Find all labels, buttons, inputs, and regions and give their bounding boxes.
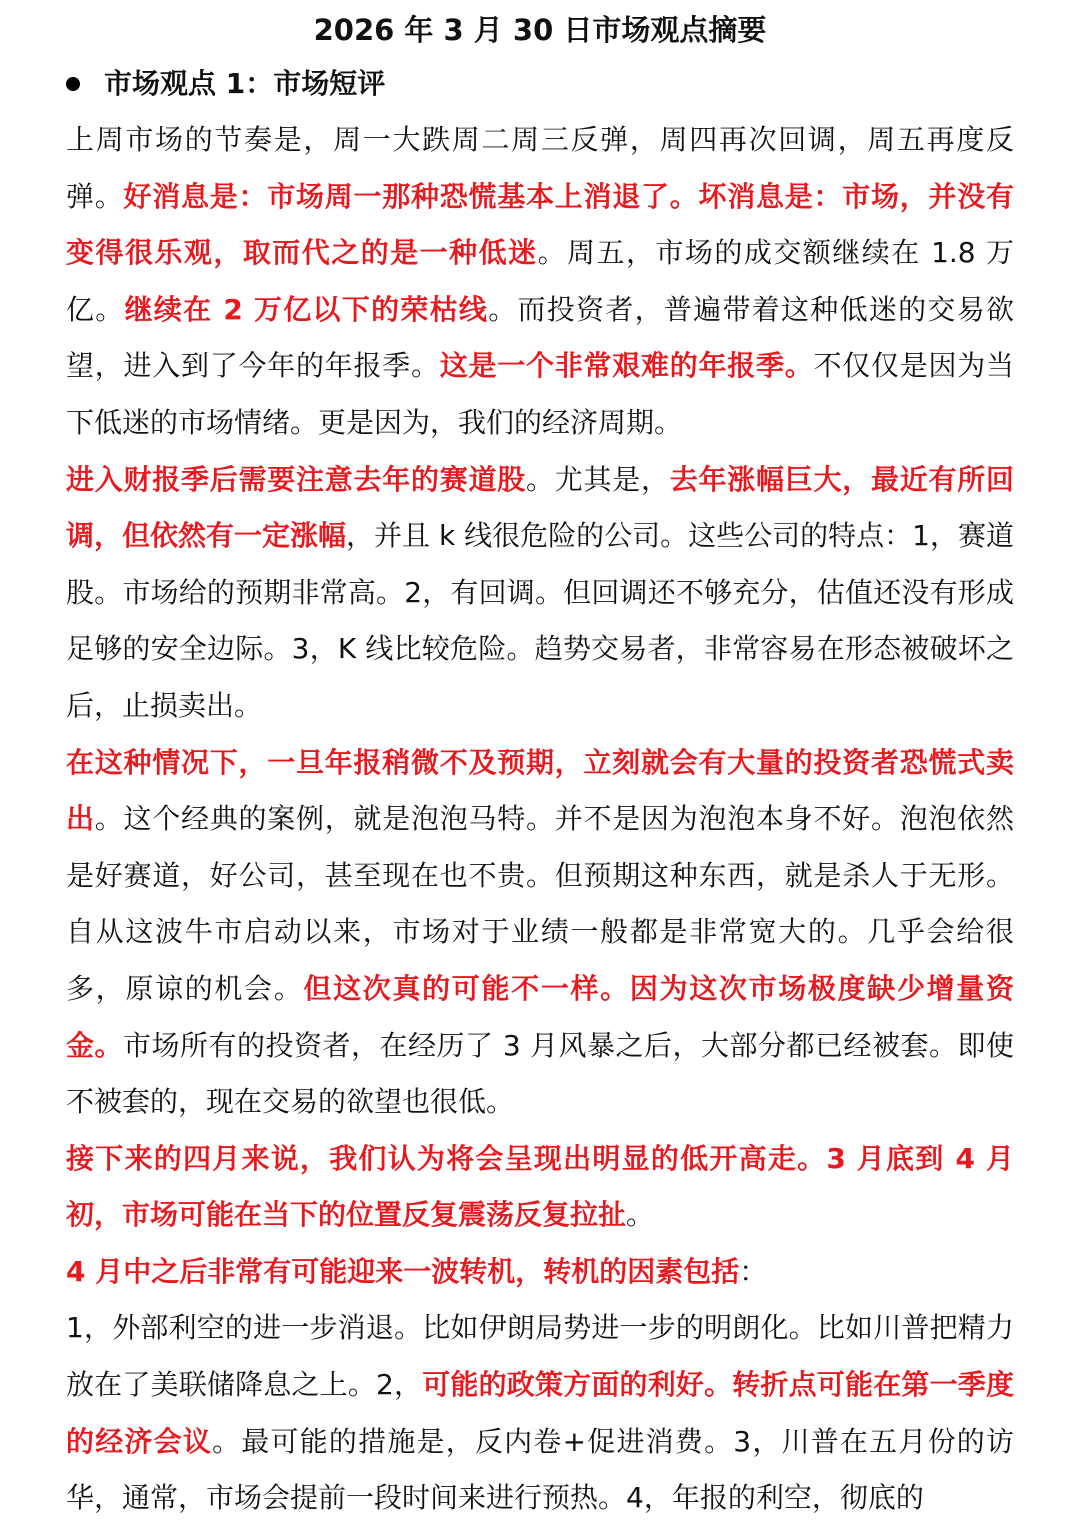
body-text: ，并且 k 线很危险的公司。这些公司的特点：1，赛道股。市场给的预期非常高。2，有回调。但回调还不够充分，估值还没有形成足够的安全边际。3，K 线比较危险。趋势交易者，非常容易在形态被破坏之后，止损卖出。 — [66, 519, 1014, 722]
highlighted-text: 4 月中之后非常有可能迎来一波转机，转机的因素包括 — [66, 1254, 740, 1288]
highlighted-text: 接下来的四月来说，我们认为将会呈现出明显的低开高走。3 月底到 4 月初，市场可能在当下的位置反复震荡反复拉扯 — [66, 1141, 1014, 1232]
body-paragraph — [66, 1244, 1014, 1301]
body-text: 不仅仅是因为当下低迷的市场情绪。更是因为，我们的经济周期。 — [66, 349, 1014, 439]
body-text: 。周五，市场的成交额继续在 1.8 万亿。 — [66, 236, 1014, 326]
body-text: 上周市场的节奏是，周一大跌周二周三反弹，周四再次回调，周五再度反弹。 — [66, 123, 1014, 213]
bullet-dot-icon — [66, 77, 80, 91]
highlighted-text: 可能的政策方面的利好。转折点可能在第一季度的经济会议 — [66, 1368, 1014, 1458]
body-paragraph — [66, 112, 1014, 452]
body-paragraph — [66, 735, 1014, 1131]
body-text: ： — [739, 1254, 768, 1288]
body-paragraph — [66, 1131, 1014, 1244]
body-paragraph — [66, 452, 1014, 735]
section-heading — [66, 56, 1014, 112]
body-text: 。这个经典的案例，就是泡泡马特。并不是因为泡泡本身不好。泡泡依然是好赛道，好公司，甚至现在也不贵。但预期这种东西，就是杀人于无形。自从这波牛市启动以来，市场对于业绩一般都是非常宽大的。几乎会给很多，原谅的机会。 — [66, 802, 1014, 1005]
highlighted-text: 好消息是：市场周一那种恐慌基本上消退了。坏消息是：市场，并没有变得很乐观，取而代之的是一种低迷 — [66, 179, 1014, 270]
body-text: 。最可能的措施是，反内卷+促进消费。3，川普在五月份的访华，通常，市场会提前一段时间来进行预热。4，年报的利空，彻底的 — [66, 1424, 1014, 1515]
body-text: 1，外部利空的进一步消退。比如伊朗局势进一步的明朗化。比如川普把精力放在了美联储降息之上。2， — [66, 1311, 1014, 1402]
highlighted-text: 在这种情况下，一旦年报稍微不及预期，立刻就会有大量的投资者恐慌式卖出 — [66, 745, 1014, 836]
body-text: 。 — [626, 1198, 655, 1232]
body-text: 市场所有的投资者，在经历了 3 月风暴之后，大部分都已经被套。即使不被套的，现在交易的欲望也很低。 — [66, 1028, 1014, 1119]
document-title: 2026 年 3 月 30 日市场观点摘要 — [313, 13, 767, 47]
highlighted-text: 这是一个非常艰难的年报季。 — [439, 349, 814, 383]
highlighted-text: 去年涨幅巨大，最近有所回调，但依然有一定涨幅 — [66, 462, 1014, 553]
body-text: 。尤其是， — [525, 462, 670, 496]
highlighted-text: 但这次真的可能不一样。因为这次市场极度缺少增量资金。 — [66, 971, 1014, 1062]
body-text: 。而投资者，普遍带着这种低迷的交易欲望，进入到了今年的年报季。 — [66, 292, 1014, 383]
highlighted-text: 进入财报季后需要注意去年的赛道股 — [66, 462, 526, 496]
body-paragraph — [66, 1300, 1014, 1526]
highlighted-text: 继续在 2 万亿以下的荣枯线 — [124, 292, 489, 326]
section-heading-text: 市场观点 1：市场短评 — [104, 67, 386, 100]
document-body — [66, 112, 1014, 1527]
